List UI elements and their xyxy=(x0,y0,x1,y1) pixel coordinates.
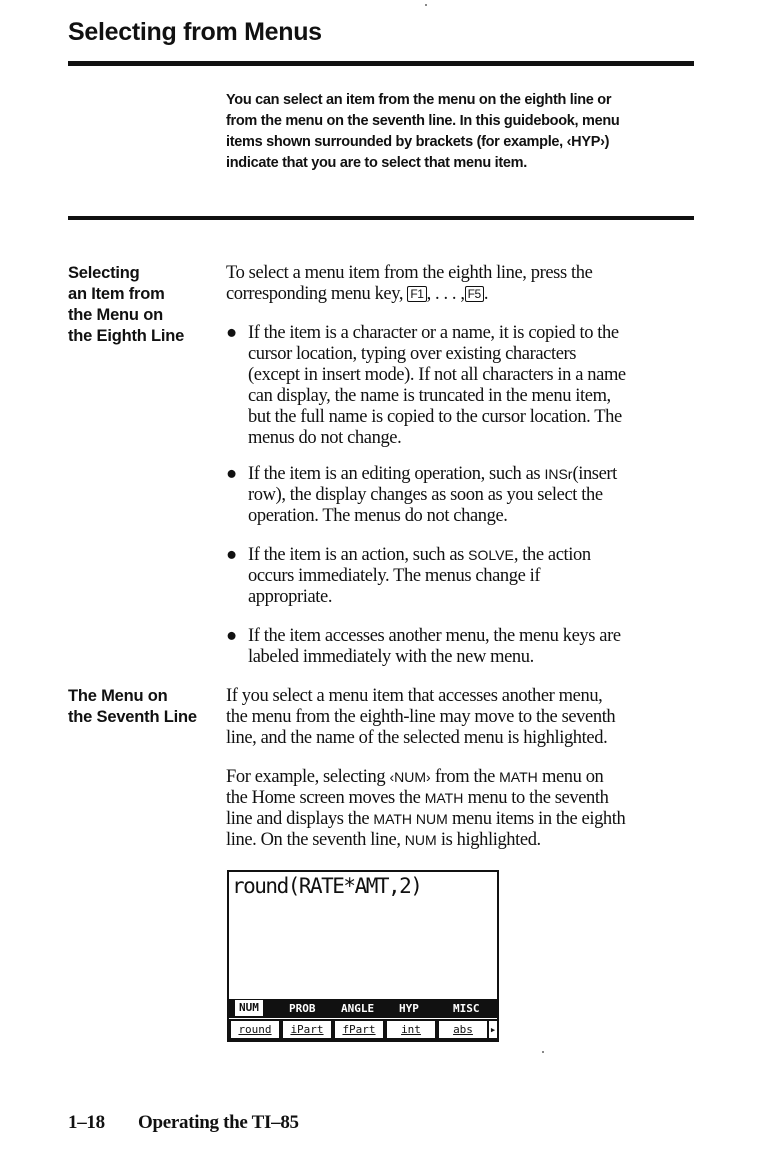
footer-title: Operating the TI–85 xyxy=(138,1112,299,1133)
more-arrow-icon: ▸ xyxy=(489,1023,497,1036)
title-rule xyxy=(68,61,694,66)
para-text: menu items in the eighth xyxy=(452,809,626,829)
menu-item-num-highlighted: NUM xyxy=(235,1000,263,1016)
menu-word-math: MATH xyxy=(499,769,538,785)
bullet-line xyxy=(248,545,701,566)
bullet-line: but the full name is copied to the cursor location. The xyxy=(248,407,622,427)
para-line xyxy=(226,788,701,809)
lead-ellipsis: , . . . , xyxy=(426,284,465,304)
bullet-line: occurs immediately. The menus change if xyxy=(248,566,541,586)
bullet-icon: ● xyxy=(226,323,237,343)
menu-item-fpart: fPart xyxy=(335,1021,383,1038)
bullet-line: (except in insert mode). If not all characters in a name xyxy=(248,365,626,385)
screen-menu-row-eighth xyxy=(229,1019,497,1040)
bullet-item-action xyxy=(226,545,701,608)
page-footer xyxy=(68,1112,299,1134)
lead-text: corresponding menu key, xyxy=(226,284,404,304)
heading-line: The Menu on xyxy=(68,687,168,705)
bullet-text: (insert xyxy=(572,464,617,484)
bullet-line: can display, the name is truncated in the menu item, xyxy=(248,386,611,406)
bullet-line: cursor location, typing over existing characters xyxy=(248,344,577,364)
calculator-screen xyxy=(227,870,499,1042)
heading-line: Selecting xyxy=(68,264,140,282)
menu-item-angle: ANGLE xyxy=(341,1002,375,1015)
para-text: is highlighted. xyxy=(440,830,541,850)
para-text: from the xyxy=(434,767,495,787)
bullet-text: , the action xyxy=(513,545,591,565)
para-line: If you select a menu item that accesses another menu, xyxy=(226,686,603,706)
intro-line: indicate that you are to select that menu item. xyxy=(226,155,527,171)
para-text: the Home screen moves the xyxy=(226,788,421,808)
menu-item-misc: MISC xyxy=(453,1002,480,1015)
menu-word-math-num: MATH NUM xyxy=(373,811,448,827)
menu-item-abs: abs xyxy=(439,1021,487,1038)
page-title: Selecting from Menus xyxy=(68,18,322,46)
bullet-line: If the item accesses another menu, the menu keys are xyxy=(248,626,621,646)
lead-period: . xyxy=(483,284,489,304)
menu-word-insr: INSr xyxy=(544,466,573,482)
intro-line: You can select an item from the menu on the eighth line or xyxy=(226,92,612,108)
menu-item-prob: PROB xyxy=(289,1002,316,1015)
page-number: 1–18 xyxy=(68,1112,105,1133)
heading-line: the Menu on xyxy=(68,306,163,324)
para-text: menu on xyxy=(541,767,604,787)
menu-word-num: NUM xyxy=(404,832,437,848)
bullet-line: If the item is a character or a name, it is copied to the xyxy=(248,323,619,343)
para-line xyxy=(226,767,701,788)
section2-paragraph xyxy=(226,686,701,749)
intro-line: from the menu on the seventh line. In this guidebook, menu xyxy=(226,113,620,129)
bullet-text: If the item is an editing operation, such as xyxy=(248,464,541,484)
para-text: line and displays the xyxy=(226,809,370,829)
bullet-item-another-menu xyxy=(226,626,701,668)
bullet-line: menus do not change. xyxy=(248,428,402,448)
screen-entry-line: round(RATE*AMT,2) xyxy=(232,874,422,898)
bullet-icon: ● xyxy=(226,464,237,484)
section-rule xyxy=(68,216,694,220)
para-text: line. On the seventh line, xyxy=(226,830,401,850)
section-heading-eighth-line xyxy=(68,263,184,347)
para-line xyxy=(226,809,701,830)
bullet-item-editing-operation xyxy=(226,464,701,527)
bullet-line: appropriate. xyxy=(248,587,333,607)
para-text: menu to the seventh xyxy=(467,788,609,808)
para-line: line, and the name of the selected menu is highlighted. xyxy=(226,728,608,748)
bullet-line xyxy=(248,464,701,485)
menu-word-math: MATH xyxy=(424,790,464,806)
menu-item-int: int xyxy=(387,1021,435,1038)
f5-key: F5 xyxy=(465,286,484,302)
menu-word-num: ‹NUM› xyxy=(389,769,431,785)
section2-example-paragraph xyxy=(226,767,701,851)
bullet-icon: ● xyxy=(226,545,237,565)
bullet-line: row), the display changes as soon as you select the xyxy=(248,485,603,505)
scan-speck xyxy=(542,1051,544,1053)
bullet-icon: ● xyxy=(226,626,237,646)
scan-speck xyxy=(425,4,427,6)
heading-line: an Item from xyxy=(68,285,165,303)
f1-key: F1 xyxy=(407,286,426,302)
menu-item-hyp: HYP xyxy=(399,1002,419,1015)
section-heading-seventh-line xyxy=(68,686,197,728)
menu-item-ipart: iPart xyxy=(283,1021,331,1038)
bullet-line: labeled immediately with the new menu. xyxy=(248,647,534,667)
para-line xyxy=(226,830,701,851)
heading-line: the Eighth Line xyxy=(68,327,185,345)
screen-menu-row-seventh xyxy=(229,999,497,1018)
intro-paragraph xyxy=(226,90,686,174)
lead-line xyxy=(226,284,701,305)
bullet-line: operation. The menus do not change. xyxy=(248,506,508,526)
para-line: the menu from the eighth-line may move to the seventh xyxy=(226,707,616,727)
bullet-item-character-name xyxy=(226,323,701,449)
bullet-text: If the item is an action, such as xyxy=(248,545,464,565)
section1-lead xyxy=(226,263,701,305)
menu-word-solve: SOLVE xyxy=(468,547,514,563)
heading-line: the Seventh Line xyxy=(68,708,197,726)
lead-line: To select a menu item from the eighth line, press the xyxy=(226,263,593,283)
intro-line: items shown surrounded by brackets (for example, ‹HYP›) xyxy=(226,134,610,150)
menu-item-round: round xyxy=(231,1021,279,1038)
para-text: For example, selecting xyxy=(226,767,386,787)
